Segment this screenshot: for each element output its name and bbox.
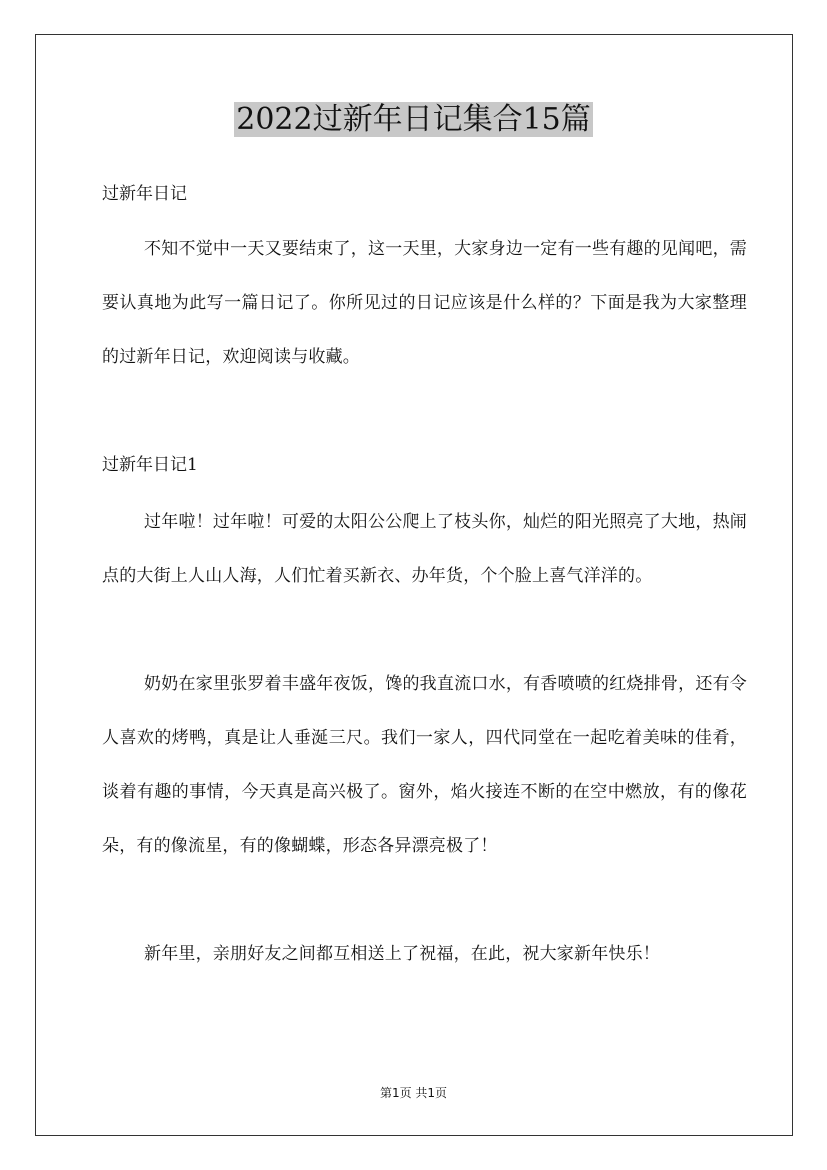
- paragraph-intro: 不知不觉中一天又要结束了，这一天里，大家身边一定有一些有趣的见闻吧，需要认真地为此写一篇日记了。你所见过的日记应该是什么样的？下面是我为大家整理的过新年日记，欢迎阅读与收藏。: [102, 239, 747, 367]
- document-title: [0, 100, 827, 140]
- document-title-text: 2022过新年日记集合15篇: [236, 102, 591, 137]
- paragraph-1-2: 奶奶在家里张罗着丰盛年夜饭，馋的我直流口水，有香喷喷的红烧排骨，还有令人喜欢的烤鸭，真是让人垂涎三尺。我们一家人，四代同堂在一起吃着美味的佳肴，谈着有趣的事情，今天真是高兴极了。窗外，焰火接连不断的在空中燃放，有的像花朵，有的像流星，有的像蝴蝶，形态各异漂亮极了！: [102, 674, 747, 856]
- paragraph-1-1: 过年啦！过年啦！可爱的太阳公公爬上了枝头你，灿烂的阳光照亮了大地，热闹点的大街上人山人海，人们忙着买新衣、办年货，个个脸上喜气洋洋的。: [102, 512, 747, 586]
- section-heading-1: 过新年日记1: [102, 455, 198, 475]
- section-heading-intro: 过新年日记: [102, 184, 187, 204]
- paragraph-1-3: 新年里，亲朋好友之间都互相送上了祝福，在此，祝大家新年快乐！: [144, 944, 660, 964]
- page-footer: 第1页 共1页: [379, 1086, 448, 1100]
